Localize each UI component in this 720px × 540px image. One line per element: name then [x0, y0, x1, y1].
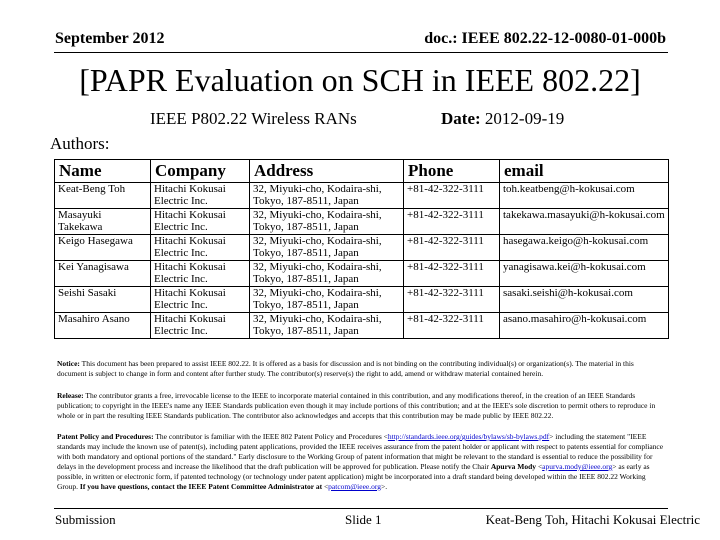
release-text: The contributor grants a free, irrevocable license to the IEEE to incorporate material contained in this contribution, and any modifications thereof, in the creation of an IEEE Standards publication; to copyright in the IEEE's name any IEEE Standards publication even though it may include portions of this contribution; and at the IEEE's sole discretion to permit others to reproduce in whole or in part the resulting IEEE Standards publication. The contributor also acknowledges and accepts that this contribution may be made public by IEEE 802.22. — [57, 391, 656, 420]
table-row — [55, 183, 669, 209]
table-row — [55, 287, 669, 313]
author-phone-cell: +81-42-322-3111 — [404, 183, 500, 209]
notice-paragraph — [57, 359, 664, 379]
admin-email-link[interactable]: patcom@ieee.org — [328, 482, 381, 491]
release-paragraph — [57, 391, 664, 421]
header-doc-id: doc.: IEEE 802.22-12-0080-01-000b — [424, 30, 666, 47]
author-company-cell: Hitachi Kokusai Electric Inc. — [151, 209, 250, 235]
column-header-email: email — [500, 160, 669, 183]
notice-text: This document has been prepared to assist IEEE 802.22. It is offered as a basis for discussion and is not binding on the contributing individual(s) or organization(s). The material in this document is subject to change in form and content after further study. The contributor(s) reserve(s) the right to add, amend or withdraw material contained herein. — [57, 359, 634, 378]
patent-policy-link[interactable]: http://standards.ieee.org/guides/bylaws/sb-bylaws.pdf — [387, 432, 550, 441]
table-row — [55, 209, 669, 235]
release-label: Release: — [57, 391, 84, 400]
footer-submission: Submission — [55, 512, 116, 527]
author-name-cell: Masayuki Takekawa — [55, 209, 151, 235]
column-header-address: Address — [250, 160, 404, 183]
author-name-cell: Masahiro Asano — [55, 313, 151, 339]
author-phone-cell: +81-42-322-3111 — [404, 235, 500, 261]
header-date: September 2012 — [55, 30, 165, 47]
author-name-cell: Keat-Beng Toh — [55, 183, 151, 209]
table-row — [55, 235, 669, 261]
author-phone-cell: +81-42-322-3111 — [404, 209, 500, 235]
authors-table — [54, 159, 669, 339]
author-name-cell: Seishi Sasaki — [55, 287, 151, 313]
date-value: 2012-09-19 — [484, 109, 565, 128]
author-email-cell: asano.masahiro@h-kokusai.com — [500, 313, 669, 339]
author-email-cell: yanagisawa.kei@h-kokusai.com — [500, 261, 669, 287]
patent-contact-text: If you have questions, contact the IEEE Patent Committee Administrator at — [79, 482, 323, 491]
notice-label: Notice: — [57, 359, 80, 368]
author-address-cell: 32, Miyuki-cho, Kodaira-shi, Tokyo, 187-8511, Japan — [250, 313, 404, 339]
patent-label: Patent Policy and Procedures: — [57, 432, 154, 441]
date-label: Date: — [441, 109, 481, 128]
patent-paragraph: Patent Policy and Procedures: The contributor is familiar with the IEEE 802 Patent Policy and Procedures <http://standards.ieee.org/guides/bylaws/sb-bylaws.pdf> including the statement "IEEE standards may include the known use of patent(s), including patent applications, provided the IEEE receives assurance from the patent holder or applicant with respect to patents essential for compliance with both mandatory and optional portions of the standard." Early disclosure to the Working Group of patent information that might be relevant to the standard is essential to reduce the possibility for delays in the development process and increase the likelihood that the draft publication will be approved for publication. Please notify the Chair Apurva Mody <apurva.mody@ieee.org> as early as possible, in written or electronic form, if patented technology (or technology under patent application) might be incorporated into a draft standard being developed within the IEEE 802.22 Working Group. If you have questions, contact the IEEE Patent Committee Administrator at <patcom@ieee.org>. — [57, 432, 664, 491]
chair-name: Apurva Mody — [490, 462, 537, 471]
author-company-cell: Hitachi Kokusai Electric Inc. — [151, 183, 250, 209]
slide-title: [PAPR Evaluation on SCH in IEEE 802.22] — [79, 62, 641, 98]
column-header-phone: Phone — [404, 160, 500, 183]
authors-label: Authors: — [50, 134, 110, 153]
author-address-cell: 32, Miyuki-cho, Kodaira-shi, Tokyo, 187-8511, Japan — [250, 209, 404, 235]
author-address-cell: 32, Miyuki-cho, Kodaira-shi, Tokyo, 187-8511, Japan — [250, 235, 404, 261]
working-group: IEEE P802.22 Wireless RANs — [150, 109, 357, 128]
author-name-cell: Kei Yanagisawa — [55, 261, 151, 287]
author-address-cell: 32, Miyuki-cho, Kodaira-shi, Tokyo, 187-8511, Japan — [250, 287, 404, 313]
author-email-cell: hasegawa.keigo@h-kokusai.com — [500, 235, 669, 261]
author-email-cell: takekawa.masayuki@h-kokusai.com — [500, 209, 669, 235]
slide-number: Slide 1 — [345, 512, 382, 527]
header-rule — [54, 52, 668, 53]
author-company-cell: Hitachi Kokusai Electric Inc. — [151, 313, 250, 339]
table-row — [55, 313, 669, 339]
author-phone-cell: +81-42-322-3111 — [404, 261, 500, 287]
author-name-cell: Keigo Hasegawa — [55, 235, 151, 261]
patent-text-2: including the statement "IEEE standards may include the known use of patent(s), including patent applications, provided the IEEE receives assurance from the patent holder or applicant with respect to patents essential for compliance with both mandatory and optional portions of the standard." Early disclosure to the Working Group of patent information that might be relevant to the standard is essential to reduce the possibility for delays in the development process and increase the likelihood that the draft publication will be approved for publication. Please notify the Chair — [57, 432, 664, 471]
author-phone-cell: +81-42-322-3111 — [404, 313, 500, 339]
author-address-cell: 32, Miyuki-cho, Kodaira-shi, Tokyo, 187-8511, Japan — [250, 183, 404, 209]
document-date — [441, 109, 564, 129]
column-header-name: Name — [55, 160, 151, 183]
footer-author: Keat-Beng Toh, Hitachi Kokusai Electric — [485, 512, 700, 527]
author-phone-cell: +81-42-322-3111 — [404, 287, 500, 313]
patent-text-1: The contributor is familiar with the IEEE 802 Patent Policy and Procedures — [155, 432, 382, 441]
author-email-cell: sasaki.seishi@h-kokusai.com — [500, 287, 669, 313]
author-company-cell: Hitachi Kokusai Electric Inc. — [151, 287, 250, 313]
footer-rule — [54, 508, 668, 509]
table-header-row — [55, 160, 669, 183]
table-row — [55, 261, 669, 287]
column-header-company: Company — [151, 160, 250, 183]
author-address-cell: 32, Miyuki-cho, Kodaira-shi, Tokyo, 187-8511, Japan — [250, 261, 404, 287]
patent-text-3: as early as possible, in written or electronic form, if patented technology (or technology under patent application) might be incorporated into a draft standard being developed within the IEEE 802.22 Working Group. — [57, 462, 650, 491]
chair-email-link[interactable]: apurva.mody@ieee.org — [542, 462, 613, 471]
author-company-cell: Hitachi Kokusai Electric Inc. — [151, 261, 250, 287]
author-email-cell: toh.keatbeng@h-kokusai.com — [500, 183, 669, 209]
author-company-cell: Hitachi Kokusai Electric Inc. — [151, 235, 250, 261]
